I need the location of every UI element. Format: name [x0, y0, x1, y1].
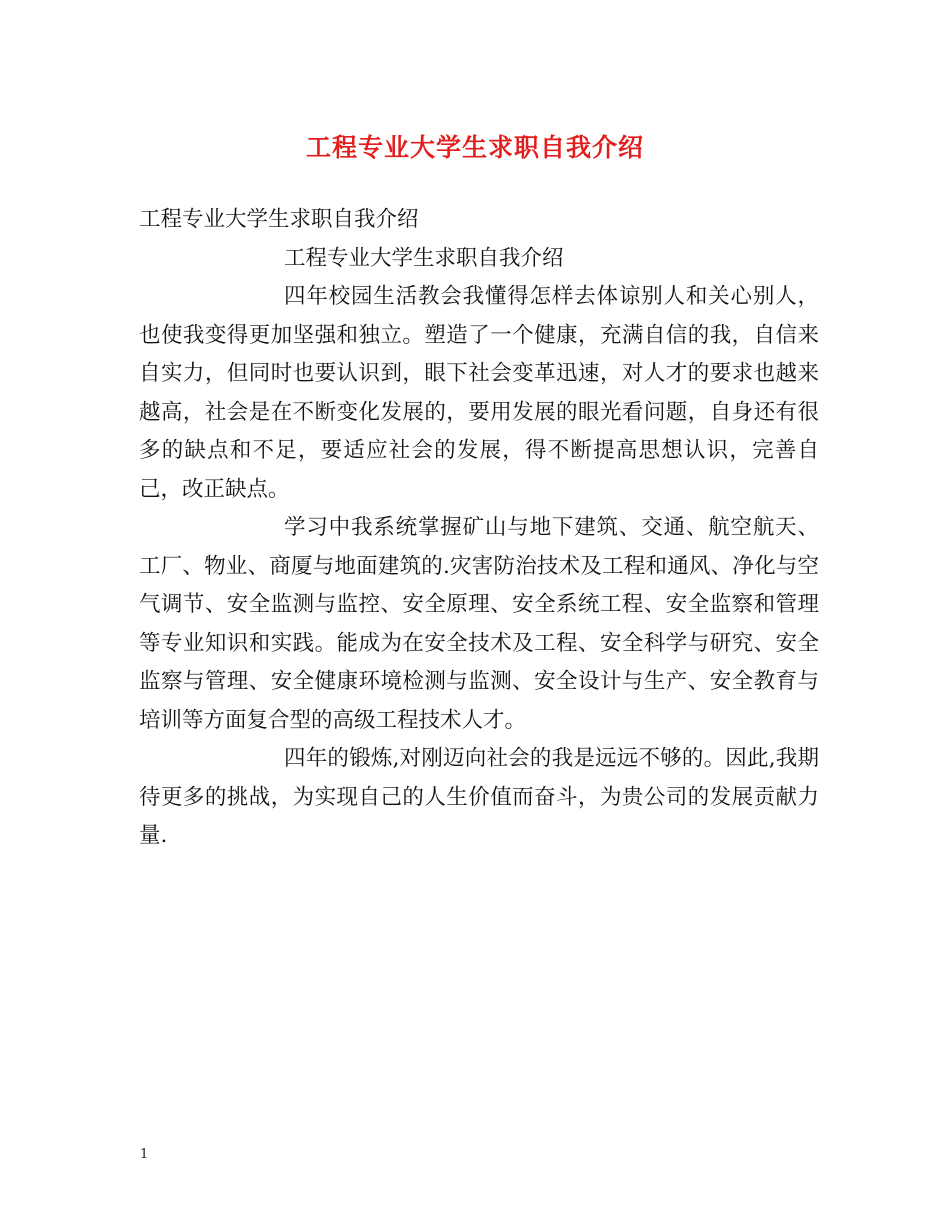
document-subheading: 工程专业大学生求职自我介绍	[284, 245, 564, 271]
document-body	[139, 201, 819, 856]
document-title: 工程专业大学生求职自我介绍	[305, 133, 644, 162]
document-heading: 工程专业大学生求职自我介绍	[139, 207, 419, 232]
page-number: 1	[140, 1147, 149, 1162]
paragraph-2: 学习中我系统掌握矿山与地下建筑、交通、航空航天、工厂、物业、商厦与地面建筑的.灾害防治技术及工程和通风、净化与空气调节、安全监测与监控、安全原理、安全系统工程、安全监察和管理等专业知识和实践。能成为在安全技术及工程、安全科学与研究、安全监察与管理、安全健康环境检测与监测、安全设计与生产、安全教育与培训等方面复合型的高级工程技术人才。	[139, 515, 819, 733]
paragraph-1: 四年校园生活教会我懂得怎样去体谅别人和关心别人，也使我变得更加坚强和独立。塑造了一个健康，充满自信的我，自信来自实力，但同时也要认识到，眼下社会变革迅速，对人才的要求也越来越高，社会是在不断变化发展的，要用发展的眼光看问题，自身还有很多的缺点和不足，要适应社会的发展，得不断提高思想认识，完善自己，改正缺点。	[139, 284, 819, 502]
paragraph-3: 四年的锻炼,对刚迈向社会的我是远远不够的。因此,我期待更多的挑战，为实现自己的人生价值而奋斗，为贵公司的发展贡献力量.	[139, 746, 819, 848]
